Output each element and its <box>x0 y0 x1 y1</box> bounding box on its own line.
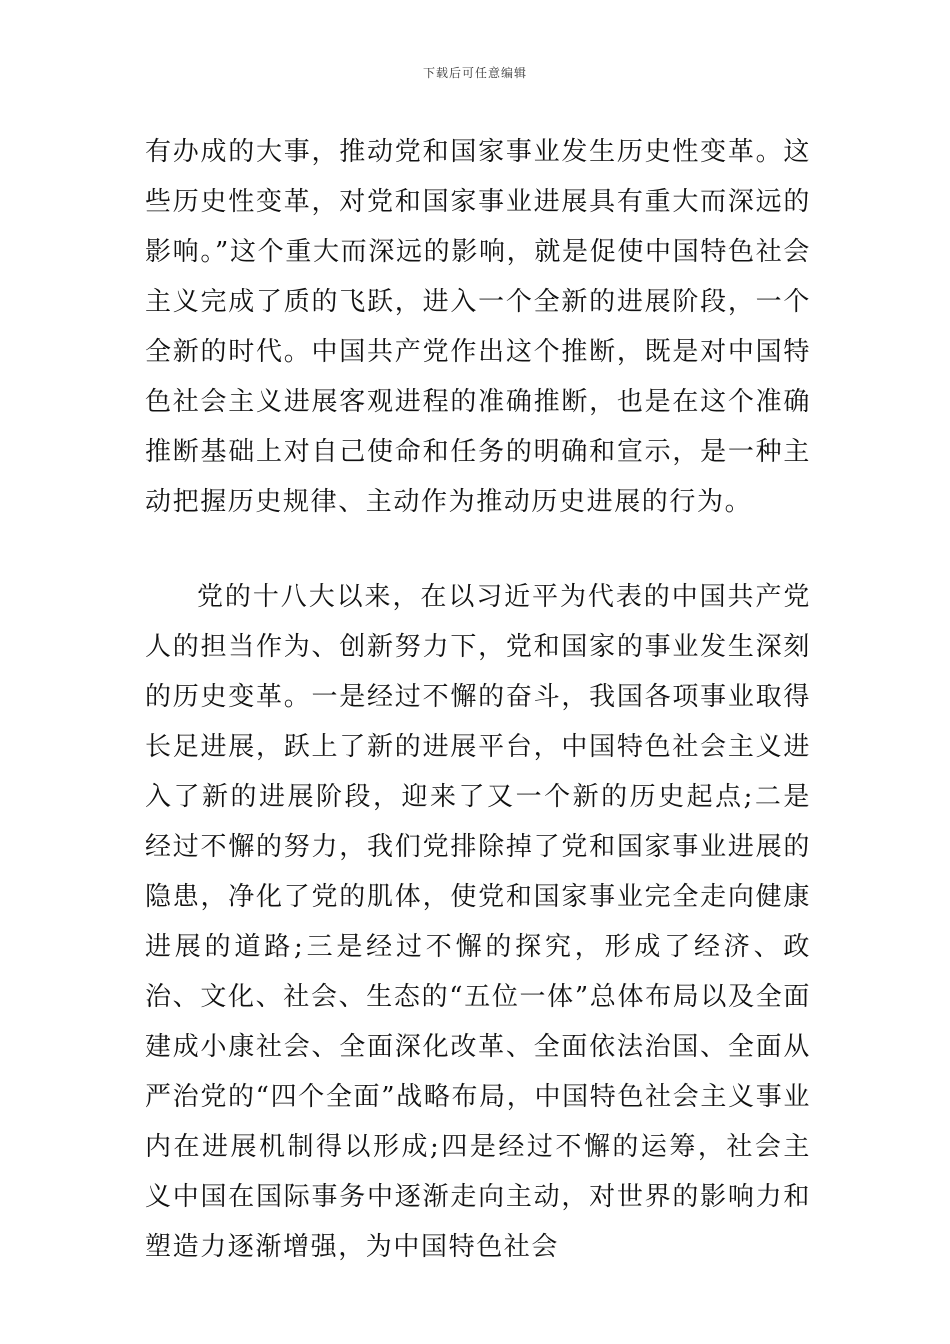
body-paragraph-1: 有办成的大事，推动党和国家事业发生历史性变革。这些历史性变革，对党和国家事业进展具有重大而深远的影响。”这个重大而深远的影响，就是促使中国特色社会主义完成了质的飞跃，进入一个全新的进展阶段，一个全新的时代。中国共产党作出这个推断，既是对中国特色社会主义进展客观进程的准确推断，也是在这个准确推断基础上对自己使命和任务的明确和宣示，是一种主动把握历史规律、主动作为推动历史进展的行为。 <box>145 137 811 517</box>
header-note: 下载后可任意编辑 <box>422 66 527 80</box>
body-paragraph-2: 党的十八大以来，在以习近平为代表的中国共产党人的担当作为、创新努力下，党和国家的事业发生深刻的历史变革。一是经过不懈的奋斗，我国各项事业取得长足进展，跃上了新的进展平台，中国特色社会主义进入了新的进展阶段，迎来了又一个新的历史起点;二是经过不懈的努力，我们党排除掉了党和国家事业进展的隐患，净化了党的肌体，使党和国家事业完全走向健康进展的道路;三是经过不懈的探究，形成了经济、政治、文化、社会、生态的“五位一体”总体布局以及全面建成小康社会、全面深化改革、全面依法治国、全面从严治党的“四个全面”战略布局，中国特色社会主义事业内在进展机制得以形成;四是经过不懈的运筹，社会主义中国在国际事务中逐渐走向主动，对世界的影响力和塑造力逐渐增强，为中国特色社会 <box>145 582 811 1262</box>
